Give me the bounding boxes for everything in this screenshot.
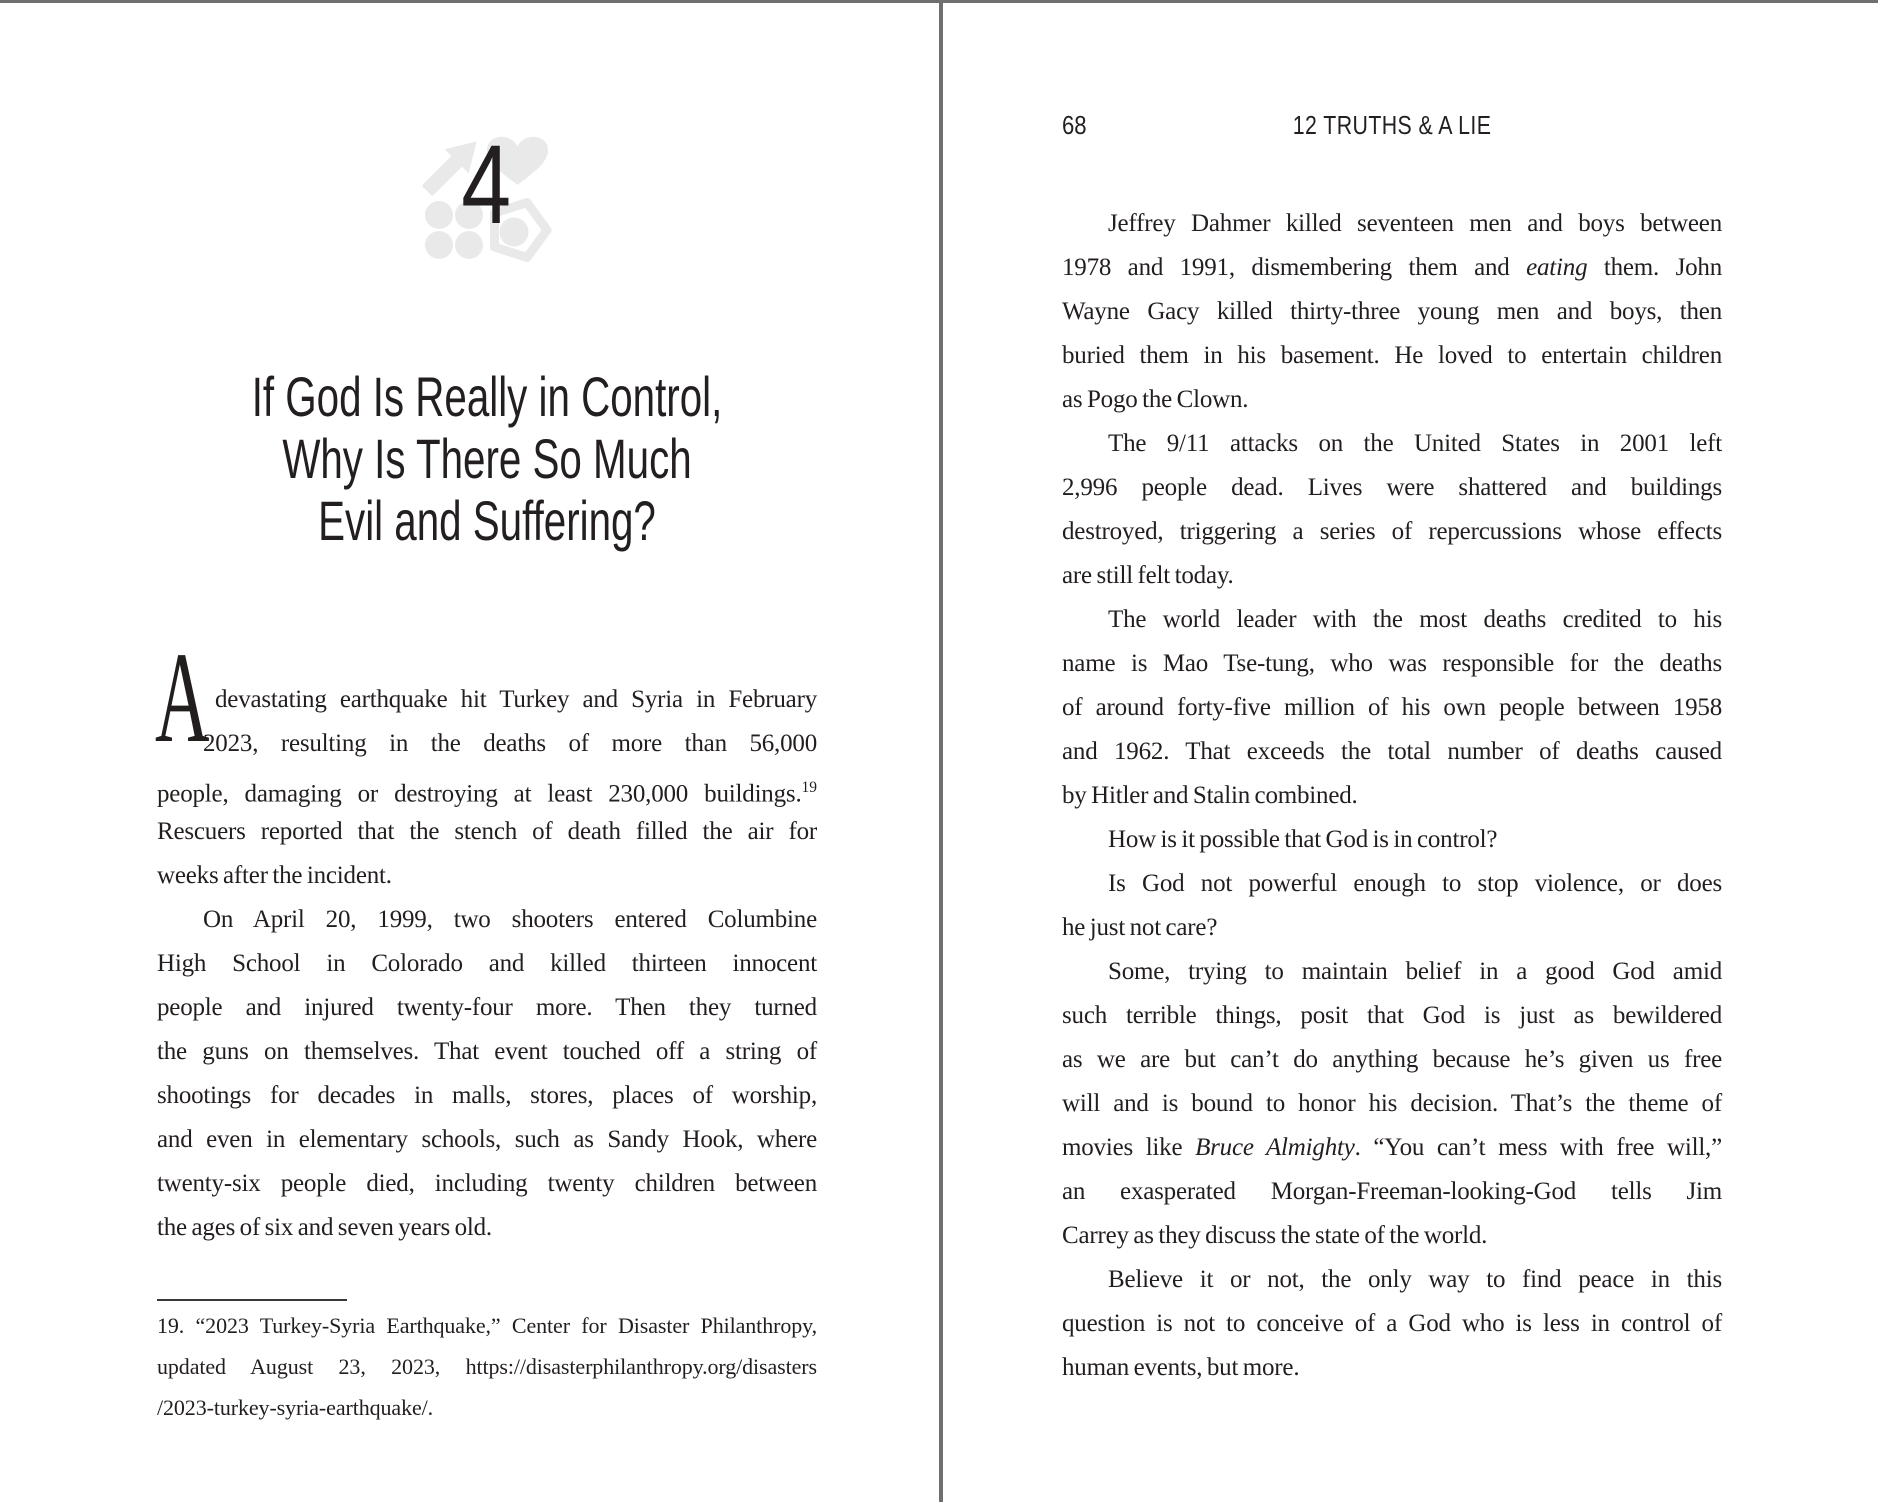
text-line: Jeffrey Dahmer killed seventeen men and boys between xyxy=(1108,210,1722,237)
text-line: an exasperated Morgan-Freeman-looking-God tells Jim xyxy=(1062,1178,1722,1205)
text-line: Wayne Gacy killed thirty-three young men and boys, then xyxy=(1062,298,1722,325)
text-line: and even in elementary schools, such as Sandy Hook, where xyxy=(157,1126,817,1153)
text-line: are still felt today. xyxy=(1062,562,1234,589)
text-line: 1978 and 1991, dismembering them and eating them. John xyxy=(1062,254,1722,281)
text-line: people and injured twenty-four more. Then they turned xyxy=(157,994,817,1021)
text-line: will and is bound to honor his decision. That’s the theme of xyxy=(1062,1090,1722,1117)
text-line: The world leader with the most deaths credited to his xyxy=(1108,606,1722,633)
drop-cap: A xyxy=(155,626,210,770)
text-line: How is it possible that God is in control? xyxy=(1108,826,1498,853)
text-line: as Pogo the Clown. xyxy=(1062,386,1249,413)
text-line: Some, trying to maintain belief in a good God amid xyxy=(1108,958,1722,985)
text-line: name is Mao Tse-tung, who was responsible for the deaths xyxy=(1062,650,1722,677)
text-line: the ages of six and seven years old. xyxy=(157,1214,492,1241)
running-head: 12 TRUTHS & A LIE xyxy=(1292,110,1492,140)
right-page-body-text xyxy=(1062,202,1722,1390)
text-line: buried them in his basement. He loved to entertain children xyxy=(1062,342,1722,369)
text-line: such terrible things, posit that God is just as bewildered xyxy=(1062,1002,1722,1029)
text-line: and 1962. That exceeds the total number of deaths caused xyxy=(1062,738,1722,765)
text-line: 2023, resulting in the deaths of more than 56,000 xyxy=(203,730,817,757)
text-line: question is not to conceive of a God who is less in control of xyxy=(1062,1310,1722,1337)
text-line: updated August 23, 2023, https://disasterphilanthropy.org/disasters xyxy=(157,1354,817,1379)
text-line: shootings for decades in malls, stores, places of worship, xyxy=(157,1082,817,1109)
text-line: /2023-turkey-syria-earthquake/. xyxy=(157,1395,434,1420)
text-line: If God Is Really in Control, xyxy=(251,365,723,428)
text-line: 19. “2023 Turkey-Syria Earthquake,” Center for Disaster Philanthropy, xyxy=(157,1313,817,1338)
text-line: High School in Colorado and killed thirteen innocent xyxy=(157,950,817,977)
text-line: Carrey as they discuss the state of the world. xyxy=(1062,1222,1488,1249)
text-line: 2,996 people dead. Lives were shattered and buildings xyxy=(1062,474,1722,501)
chapter-number: 4 xyxy=(461,122,511,247)
text-line: the guns on themselves. That event touched off a string of xyxy=(157,1038,817,1065)
text-line: destroyed, triggering a series of repercussions whose effects xyxy=(1062,518,1722,545)
text-line: of around forty-five million of his own people between 1958 xyxy=(1062,694,1722,721)
text-line: devastating earthquake hit Turkey and Syria in February xyxy=(215,686,817,713)
text-line: weeks after the incident. xyxy=(157,862,392,889)
text-line: Rescuers reported that the stench of death filled the air for xyxy=(157,818,817,845)
text-line: Believe it or not, the only way to find peace in this xyxy=(1108,1266,1722,1293)
text-line: Is God not powerful enough to stop violence, or does xyxy=(1108,870,1722,897)
text-line: by Hitler and Stalin combined. xyxy=(1062,782,1358,809)
text-line: movies like Bruce Almighty. “You can’t mess with free will,” xyxy=(1062,1134,1723,1161)
text-line: human events, but more. xyxy=(1062,1354,1300,1381)
text-line: people, damaging or destroying at least 230,000 buildings.$^{19}$ xyxy=(157,779,817,808)
text-line: as we are but can’t do anything because he’s given us free xyxy=(1062,1046,1722,1073)
text-line: twenty-six people died, including twenty children between xyxy=(157,1170,817,1197)
page-number: 68 xyxy=(1062,110,1087,140)
text-line: he just not care? xyxy=(1062,914,1218,941)
text-line: Evil and Suffering? xyxy=(318,489,656,552)
text-line: On April 20, 1999, two shooters entered Columbine xyxy=(203,906,817,933)
text-line: Why Is There So Much xyxy=(282,427,692,490)
text-line: The 9/11 attacks on the United States in 2001 left xyxy=(1108,430,1722,457)
